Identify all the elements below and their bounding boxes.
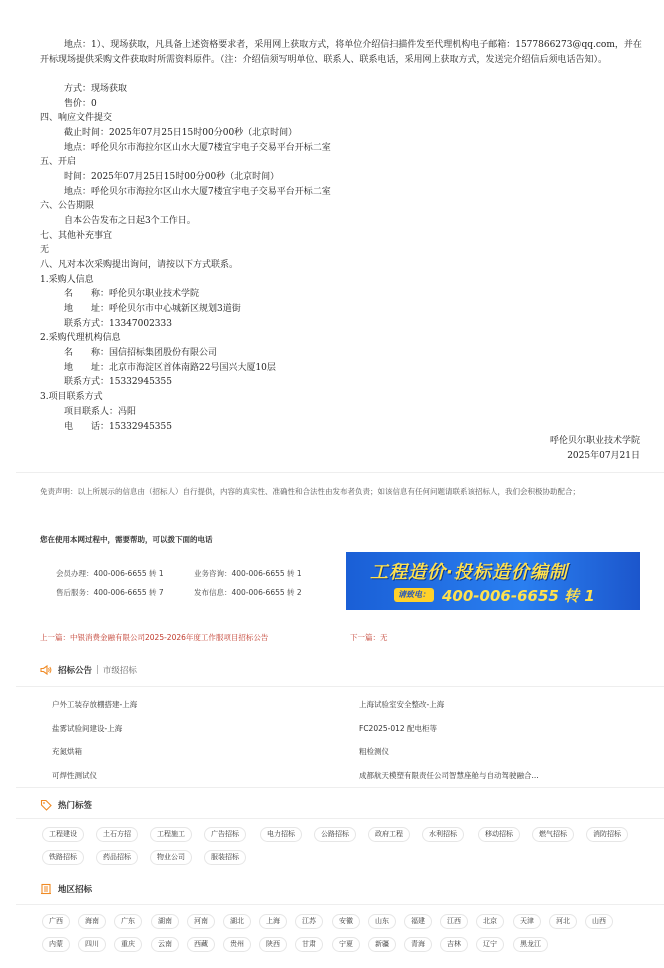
prev-title-link[interactable]: 中银消费金融有限公司2025-2026年度工作服项目招标公告 xyxy=(70,633,269,642)
region-tag[interactable]: 河北 xyxy=(549,914,577,929)
region-tag[interactable]: 上海 xyxy=(259,914,287,929)
region-tag[interactable]: 吉林 xyxy=(440,937,468,952)
hot-tag[interactable]: 服装招标 xyxy=(204,850,246,865)
divider xyxy=(16,818,664,819)
agency-heading: 2.采购代理机构信息 xyxy=(40,333,121,343)
hot-tag[interactable]: 工程建设 xyxy=(42,827,84,842)
supplement-none: 无 xyxy=(40,245,50,255)
submission-deadline: 截止时间：2025年07月25日15时00分00秒（北京时间） xyxy=(64,128,298,138)
hot-tag[interactable]: 药品招标 xyxy=(96,850,138,865)
publish-phone: 发布信息：400-006-6655 转 2 xyxy=(194,588,302,597)
region-tag[interactable]: 内蒙 xyxy=(42,937,70,952)
region-tag[interactable]: 江西 xyxy=(440,914,468,929)
announcements-title[interactable]: 招标公告 xyxy=(58,666,93,676)
signature-org: 呼伦贝尔职业技术学院 xyxy=(549,436,640,446)
banner-call-label: 请致电： xyxy=(394,588,434,602)
disclaimer: 免责声明：以上所展示的信息由（招标人）自行提供，内容的真实性、准确性和合法性由发布者负责；如该信息有任何问题请联系该招标人，我们会积极协助配合； xyxy=(40,487,580,496)
purchaser-phone: 联系方式：13347002333 xyxy=(64,319,172,329)
tag-icon xyxy=(40,799,52,811)
header-separator: | xyxy=(96,665,99,675)
hot-tag[interactable]: 移动招标 xyxy=(478,827,520,842)
announcement-item[interactable]: 可焊性测试仪 xyxy=(52,771,97,780)
region-tag[interactable]: 江苏 xyxy=(295,914,323,929)
hot-tag[interactable]: 工程施工 xyxy=(150,827,192,842)
hot-tag[interactable]: 燃气招标 xyxy=(532,827,574,842)
region-tag[interactable]: 黑龙江 xyxy=(513,937,548,952)
section-8-heading: 八、凡对本次采购提出询问，请按以下方式联系。 xyxy=(40,260,239,270)
region-tag[interactable]: 广东 xyxy=(114,914,142,929)
section-7-heading: 七、其他补充事宜 xyxy=(40,231,113,241)
hot-tag[interactable]: 土石方招 xyxy=(96,827,138,842)
section-6-heading: 六、公告期限 xyxy=(40,201,95,211)
project-contact-person: 项目联系人：冯阳 xyxy=(64,407,137,417)
prev-label: 上一篇： xyxy=(40,633,70,642)
hot-tags-header xyxy=(40,799,92,811)
region-tag[interactable]: 海南 xyxy=(78,914,106,929)
section-4-heading: 四、响应文件提交 xyxy=(40,113,113,123)
region-tag[interactable]: 湖北 xyxy=(223,914,251,929)
announcement-item[interactable]: 户外工装存放棚搭建-上海 xyxy=(52,700,138,709)
notice-paragraph-pickup: 地点：1）、现场获取，凡具备上述资格要求者，采用网上获取方式，将单位介绍信扫描件发至代理机构电子邮箱：1577866273@qq.com，并在开标现场提供采购文件获取时所需资料原件。（注：介绍信须写明单位、联系人、联系电话，采用网上获取方式，发送完介绍信后须电话告知）。 xyxy=(40,40,642,65)
section-5-heading: 五、开启 xyxy=(40,157,77,167)
region-tag[interactable]: 青海 xyxy=(404,937,432,952)
aftersale-phone: 售后服务：400-006-6655 转 7 xyxy=(56,588,164,597)
regions-title: 地区招标 xyxy=(58,885,93,895)
announcement-item[interactable]: 成都航天模塑有限责任公司智慧座舱与自动驾驶融合... xyxy=(359,771,539,780)
region-tag[interactable]: 辽宁 xyxy=(476,937,504,952)
region-tag[interactable]: 北京 xyxy=(476,914,504,929)
region-tag[interactable]: 四川 xyxy=(78,937,106,952)
pickup-price: 售价：0 xyxy=(64,99,97,109)
help-title: 您在使用本网过程中，需要帮助，可以拨下面的电话 xyxy=(40,535,213,544)
member-phone: 会员办理：400-006-6655 转 1 xyxy=(56,569,164,578)
region-tag[interactable]: 天津 xyxy=(513,914,541,929)
region-tag[interactable]: 陕西 xyxy=(259,937,287,952)
notice-period: 自本公告发布之日起3个工作日。 xyxy=(64,216,196,226)
regions-header xyxy=(40,883,92,895)
purchaser-name: 名 称：呼伦贝尔职业技术学院 xyxy=(64,289,200,299)
banner-phone: 400-006-6655 转 1 xyxy=(442,587,595,605)
agency-phone: 联系方式：15332945355 xyxy=(64,377,172,387)
notice-body xyxy=(0,0,664,468)
region-tag[interactable]: 山西 xyxy=(585,914,613,929)
hot-tag[interactable]: 物业公司 xyxy=(150,850,192,865)
region-tag[interactable]: 贵州 xyxy=(223,937,251,952)
signature-date: 2025年07月21日 xyxy=(567,451,640,461)
opening-time: 时间：2025年07月25日15时00分00秒（北京时间） xyxy=(64,172,280,182)
hot-tag[interactable]: 消防招标 xyxy=(586,827,628,842)
announcement-item[interactable]: 充氮烘箱 xyxy=(52,747,82,756)
region-tag[interactable]: 重庆 xyxy=(114,937,142,952)
next-article[interactable] xyxy=(350,632,388,643)
banner-title: 工程造价·投标造价编制 xyxy=(370,562,568,583)
next-title: 无 xyxy=(380,633,388,642)
hot-tag[interactable]: 水利招标 xyxy=(422,827,464,842)
ad-banner[interactable] xyxy=(346,552,640,610)
divider xyxy=(16,472,664,473)
region-tag[interactable]: 河南 xyxy=(187,914,215,929)
region-tag[interactable]: 安徽 xyxy=(332,914,360,929)
opening-place: 地点：呼伦贝尔市海拉尔区山水大厦7楼宜宇电子交易平台开标二室 xyxy=(64,187,331,197)
announcement-item[interactable]: FC2025-012 配电柜等 xyxy=(359,724,438,733)
building-icon xyxy=(40,883,52,895)
megaphone-icon xyxy=(40,664,52,676)
hot-tag[interactable]: 公路招标 xyxy=(314,827,356,842)
hot-tag[interactable]: 广告招标 xyxy=(204,827,246,842)
announcements-header xyxy=(40,664,137,676)
announcement-item[interactable]: 盐雾试验间建设-上海 xyxy=(52,724,123,733)
region-tag[interactable]: 宁夏 xyxy=(332,937,360,952)
next-label: 下一篇： xyxy=(350,633,380,642)
hot-tag[interactable]: 电力招标 xyxy=(260,827,302,842)
submission-place: 地点：呼伦贝尔市海拉尔区山水大厦7楼宜宇电子交易平台开标二室 xyxy=(64,143,331,153)
project-contact-heading: 3.项目联系方式 xyxy=(40,392,103,402)
region-tag[interactable]: 西藏 xyxy=(187,937,215,952)
agency-name: 名 称：国信招标集团股份有限公司 xyxy=(64,348,218,358)
region-tag[interactable]: 广西 xyxy=(42,914,70,929)
announcement-item[interactable]: 上海试验室安全整改-上海 xyxy=(359,700,445,709)
purchaser-address: 地 址：呼伦贝尔市中心城新区规划3道街 xyxy=(64,304,241,314)
region-tag[interactable]: 云南 xyxy=(151,937,179,952)
announcement-item[interactable]: 粗检测仪 xyxy=(359,747,389,756)
region-tag[interactable]: 山东 xyxy=(368,914,396,929)
region-tag[interactable]: 福建 xyxy=(404,914,432,929)
region-tag[interactable]: 甘肃 xyxy=(295,937,323,952)
purchaser-heading: 1.采购人信息 xyxy=(40,275,94,285)
announcements-sub-tab[interactable]: 市级招标 xyxy=(102,666,137,676)
pickup-method: 方式：现场获取 xyxy=(64,84,128,94)
region-tag[interactable]: 新疆 xyxy=(368,937,396,952)
agency-address: 地 址：北京市海淀区首体南路22号国兴大厦10层 xyxy=(64,363,276,373)
project-contact-phone: 电 话：15332945355 xyxy=(64,422,172,432)
hot-tags-title: 热门标签 xyxy=(58,801,93,811)
hot-tag[interactable]: 铁路招标 xyxy=(42,850,84,865)
consult-phone: 业务咨询：400-006-6655 转 1 xyxy=(194,569,302,578)
region-tag[interactable]: 湖南 xyxy=(151,914,179,929)
hot-tag[interactable]: 政府工程 xyxy=(368,827,410,842)
prev-article[interactable] xyxy=(40,632,268,643)
